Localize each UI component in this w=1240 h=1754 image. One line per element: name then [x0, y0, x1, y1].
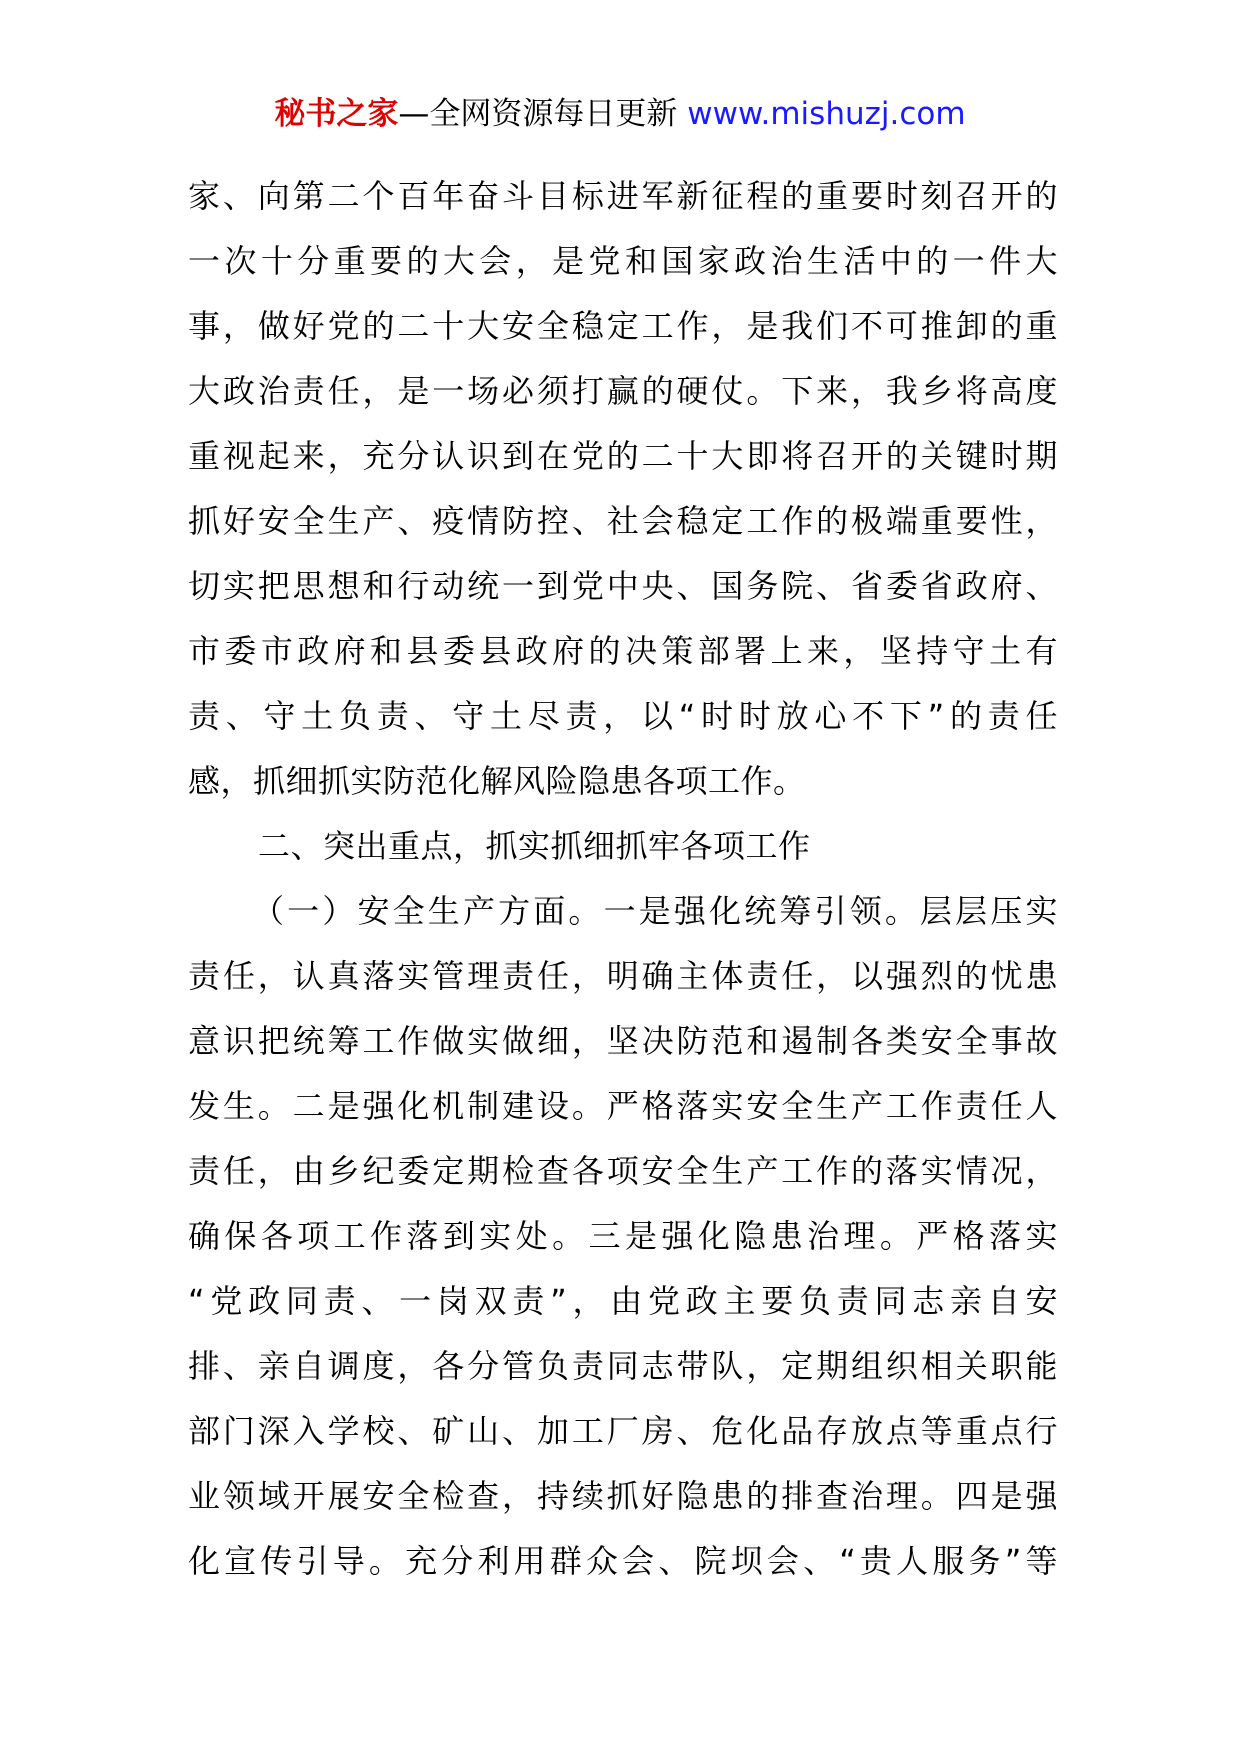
paragraph-line: 部门深入学校、矿山、加工厂房、危化品存放点等重点行 [188, 1412, 1058, 1450]
paragraph-line: 切实把思想和行动统一到党中央、国务院、省委省政府、 [188, 567, 1058, 605]
paragraph-line: 责任，由乡纪委定期检查各项安全生产工作的落实情况， [188, 1152, 1058, 1190]
paragraph-line: 责任，认真落实管理责任，明确主体责任，以强烈的忧患 [188, 957, 1058, 995]
paragraph-line: 化宣传引导。充分利用群众会、院坝会、“贵人服务”等 [188, 1542, 1058, 1580]
paragraph-line: 抓好安全生产、疫情防控、社会稳定工作的极端重要性， [188, 502, 1058, 540]
section-heading: 二、突出重点，抓实抓细抓牢各项工作 [258, 827, 811, 865]
paragraph-line: 责、守土负责、守土尽责，以“时时放心不下”的责任 [188, 697, 1058, 735]
paragraph-line: 发生。二是强化机制建设。严格落实安全生产工作责任人 [188, 1087, 1058, 1125]
document-body [188, 164, 1058, 1594]
site-brand: 秘书之家 [274, 96, 399, 132]
paragraph-line: 家、向第二个百年奋斗目标进军新征程的重要时刻召开的 [188, 177, 1058, 215]
paragraph-line: 排、亲自调度，各分管负责同志带队，定期组织相关职能 [188, 1347, 1058, 1385]
paragraph-line: 市委市政府和县委县政府的决策部署上来，坚持守土有 [188, 632, 1058, 670]
paragraph-line: 感，抓细抓实防范化解风险隐患各项工作。 [188, 762, 806, 800]
paragraph-line: 意识把统筹工作做实做细，坚决防范和遏制各类安全事故 [188, 1022, 1058, 1060]
site-url[interactable]: www.mishuzj.com [687, 96, 966, 132]
paragraph-line: 一次十分重要的大会，是党和国家政治生活中的一件大 [188, 242, 1058, 280]
paragraph-line: 确保各项工作落到实处。三是强化隐患治理。严格落实 [188, 1217, 1058, 1255]
site-header [0, 94, 1240, 134]
paragraph-line: 事，做好党的二十大安全稳定工作，是我们不可推卸的重 [188, 307, 1058, 345]
paragraph-line: “党政同责、一岗双责”，由党政主要负责同志亲自安 [188, 1282, 1058, 1320]
paragraph-line: 重视起来，充分认识到在党的二十大即将召开的关键时期 [188, 437, 1058, 475]
paragraph-line: 业领域开展安全检查，持续抓好隐患的排查治理。四是强 [188, 1477, 1058, 1515]
paragraph-line: 大政治责任，是一场必须打赢的硬仗。下来，我乡将高度 [188, 372, 1058, 410]
paragraph-line: （一）安全生产方面。一是强化统筹引领。层层压实 [252, 892, 1058, 930]
site-slogan: —全网资源每日更新 [398, 96, 688, 132]
